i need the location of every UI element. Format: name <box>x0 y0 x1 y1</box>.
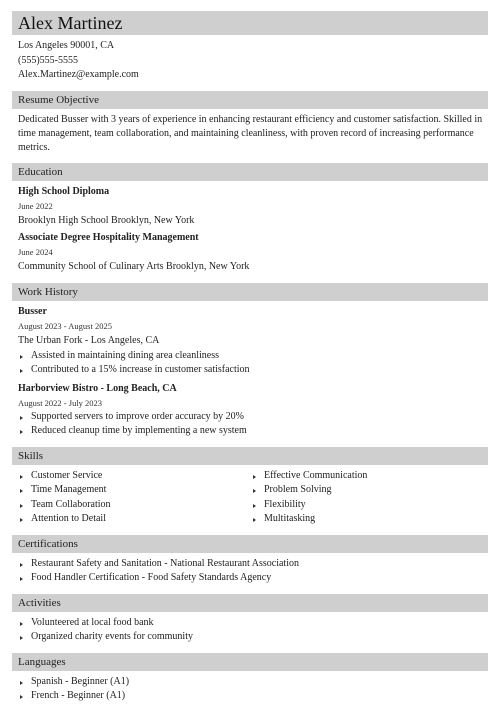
contact-email: Alex.Martinez@example.com <box>18 69 139 80</box>
section-heading-languages: Languages <box>12 653 488 671</box>
education-place: Community School of Culinary Arts Brooklyn, New York <box>18 260 250 272</box>
objective-text: Dedicated Busser with 3 years of experience in enhancing restaurant efficiency and customer satisfaction. Skilled in time management, team collaboration, and maintaining cleanliness, with proven record of increasing performance metrics. <box>18 113 483 153</box>
list-item: Organized charity events for community <box>18 630 484 645</box>
section-heading-objective: Resume Objective <box>12 91 488 109</box>
education-section <box>12 163 488 275</box>
list-item: Effective Communication <box>251 469 484 484</box>
list-item: Spanish - Beginner (A1) <box>18 675 484 690</box>
certifications-section <box>12 535 488 586</box>
section-heading-certifications: Certifications <box>12 535 488 553</box>
education-title: High School Diploma <box>18 185 110 197</box>
job-date: August 2022 - July 2023 <box>18 397 103 408</box>
job-title: Harborview Bistro - Long Beach, CA <box>18 382 177 394</box>
skills-column-left <box>18 469 251 527</box>
section-heading-skills: Skills <box>12 447 488 465</box>
contact-block <box>12 39 488 83</box>
candidate-name: Alex Martinez <box>12 11 488 35</box>
contact-phone: (555)555-5555 <box>18 54 78 66</box>
objective-section <box>12 91 488 155</box>
list-item: Problem Solving <box>251 483 484 498</box>
list-item: Food Handler Certification - Food Safety Standards Agency <box>18 571 484 586</box>
section-heading-work: Work History <box>12 283 488 301</box>
section-heading-activities: Activities <box>12 594 488 612</box>
list-item: Flexibility <box>251 498 484 513</box>
list-item: Volunteered at local food bank <box>18 616 484 631</box>
list-item: Contributed to a 15% increase in customer satisfaction <box>18 363 484 378</box>
list-item: Time Management <box>18 483 251 498</box>
list-item: Customer Service <box>18 469 251 484</box>
education-title: Associate Degree Hospitality Management <box>18 231 199 243</box>
list-item: Reduced cleanup time by implementing a new system <box>18 424 484 439</box>
list-item: Team Collaboration <box>18 498 251 513</box>
job-title: Busser <box>18 305 47 317</box>
education-place: Brooklyn High School Brooklyn, New York <box>18 214 195 226</box>
list-item: Restaurant Safety and Sanitation - National Restaurant Association <box>18 557 484 572</box>
job-bullets <box>18 349 484 378</box>
list-item: Multitasking <box>251 512 484 527</box>
skills-section <box>12 447 488 527</box>
job-entry <box>18 305 484 378</box>
education-entry <box>18 185 484 229</box>
education-date: June 2022 <box>18 200 53 211</box>
list-item: Attention to Detail <box>18 512 251 527</box>
job-company: The Urban Fork - Los Angeles, CA <box>18 334 160 346</box>
job-date: August 2023 - August 2025 <box>18 320 112 331</box>
languages-section <box>12 653 488 704</box>
activities-section <box>12 594 488 645</box>
list-item: Supported servers to improve order accuracy by 20% <box>18 410 484 425</box>
education-date: June 2024 <box>18 246 53 257</box>
list-item: French - Beginner (A1) <box>18 689 484 704</box>
education-entry <box>18 231 484 275</box>
skills-column-right <box>251 469 484 527</box>
contact-address: Los Angeles 90001, CA <box>18 40 115 51</box>
job-bullets <box>18 410 484 439</box>
job-entry <box>18 382 484 439</box>
work-section <box>12 283 488 439</box>
section-heading-education: Education <box>12 163 488 181</box>
list-item: Assisted in maintaining dining area cleanliness <box>18 349 484 364</box>
